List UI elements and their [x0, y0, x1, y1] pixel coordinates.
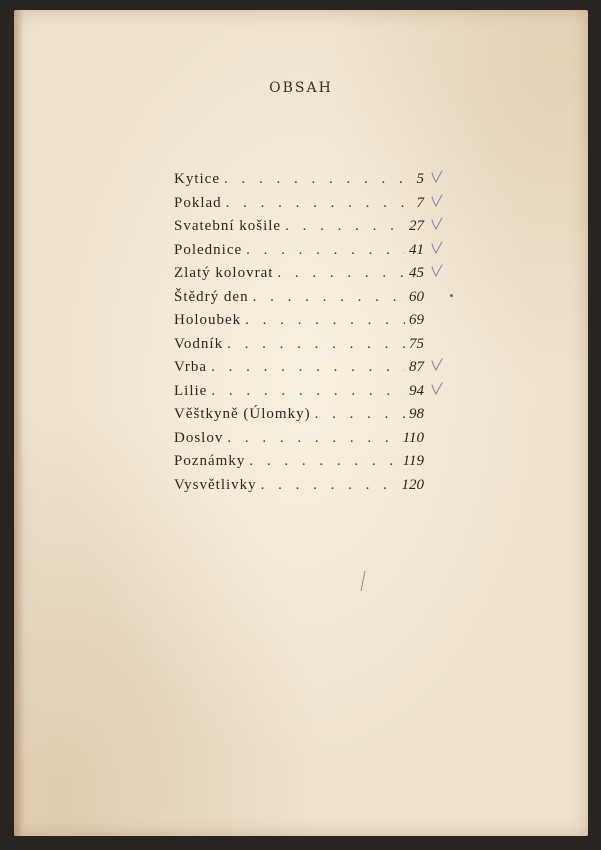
dot-leader — [246, 239, 405, 263]
toc-entry — [174, 215, 424, 239]
pencil-check-mark-icon — [430, 240, 444, 256]
pencil-check-mark-icon — [430, 381, 444, 397]
book-page — [14, 10, 588, 836]
pencil-check-mark-icon — [430, 357, 444, 373]
dot-leader — [224, 168, 406, 192]
dot-leader — [211, 380, 405, 404]
toc-entry — [174, 262, 424, 286]
dot-leader — [226, 192, 406, 216]
pencil-check-mark-icon — [430, 193, 444, 209]
toc-entry — [174, 356, 424, 380]
pencil-check-mark-icon — [430, 216, 444, 232]
toc-entry-title: Poklad — [174, 194, 222, 211]
toc-entry-page-number: 60 — [409, 288, 424, 305]
dot-leader — [261, 474, 398, 498]
toc-entry-page-number: 45 — [409, 265, 424, 281]
dot-leader — [253, 286, 405, 310]
toc-entry-page-number: 75 — [409, 335, 424, 352]
toc-entry — [174, 239, 424, 263]
toc-entry-title: Poznámky — [174, 453, 246, 469]
toc-entry-title: Vrba — [174, 359, 208, 375]
toc-entry-page-number: 98 — [409, 406, 424, 422]
toc-entry-title: Zlatý kolovrat — [174, 265, 274, 281]
toc-entry-page-number: 120 — [401, 476, 424, 493]
toc-entry — [174, 450, 424, 474]
dot-leader — [249, 450, 398, 474]
pencil-check-mark-icon — [430, 169, 444, 185]
toc-entry — [174, 309, 424, 333]
toc-entry — [174, 474, 424, 498]
toc-entry-title: Věštkyně (Úlomky) — [174, 406, 311, 422]
toc-entry-page-number: 5 — [416, 171, 424, 187]
toc-entry-title: Vysvětlivky — [174, 476, 257, 493]
stray-pencil-stroke — [359, 570, 367, 597]
dot-leader — [227, 333, 405, 357]
page-title: OBSAH — [269, 80, 333, 96]
toc-entry-page-number: 27 — [409, 218, 424, 234]
toc-entry-title: Kytice — [174, 171, 220, 187]
dot-leader — [245, 309, 405, 333]
toc-entry-page-number: 69 — [409, 312, 424, 328]
toc-entry — [174, 380, 424, 404]
dot-leader — [277, 262, 405, 286]
toc-entry-page-number: 119 — [402, 453, 424, 469]
toc-entry-title: Vodník — [174, 335, 224, 352]
toc-entry-title: Svatební košile — [174, 218, 282, 234]
toc-entry-page-number: 7 — [416, 194, 424, 211]
pencil-check-mark-icon — [430, 263, 444, 279]
toc-entry — [174, 333, 424, 357]
toc-entry-page-number: 94 — [409, 382, 424, 399]
toc-entry — [174, 286, 424, 310]
toc-entry-page-number: 41 — [409, 241, 424, 258]
toc-entry-page-number: 110 — [402, 429, 424, 446]
toc-entry-page-number: 87 — [409, 359, 424, 375]
toc-entry-title: Polednice — [174, 241, 243, 258]
toc-entry-title: Holoubek — [174, 312, 242, 328]
toc-entry — [174, 427, 424, 451]
dot-leader — [315, 403, 405, 427]
pencil-dot-mark — [450, 294, 453, 297]
toc-entry-title: Lilie — [174, 382, 208, 399]
table-of-contents — [174, 168, 424, 497]
page-edge-shadow — [14, 10, 24, 836]
dot-leader — [285, 215, 405, 239]
dot-leader — [211, 356, 405, 380]
toc-entry — [174, 168, 424, 192]
toc-entry-title: Štědrý den — [174, 288, 249, 305]
toc-entry — [174, 403, 424, 427]
dot-leader — [227, 427, 398, 451]
toc-entry — [174, 192, 424, 216]
toc-entry-title: Doslov — [174, 429, 224, 446]
